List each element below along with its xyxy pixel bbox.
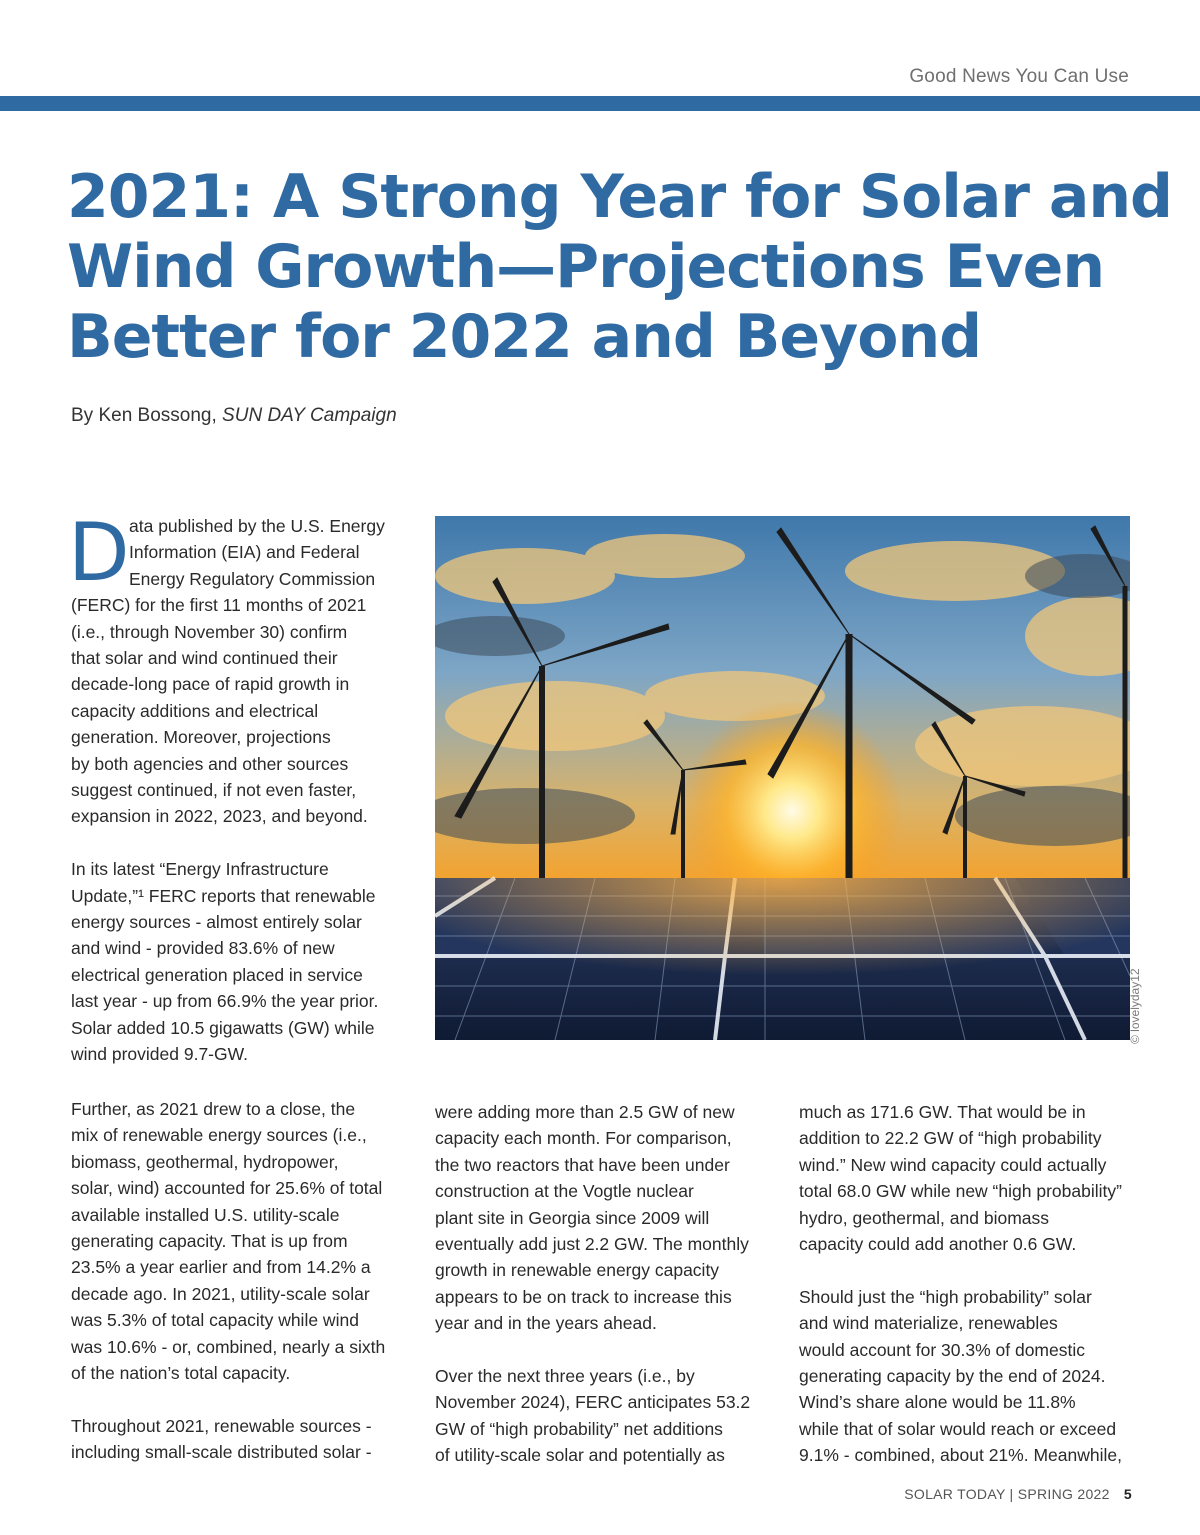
text-line: energy sources - almost entirely solar bbox=[71, 912, 362, 933]
title-line: 2021: A Strong Year for Solar and bbox=[67, 162, 1172, 232]
text-line: that solar and wind continued their bbox=[71, 648, 338, 669]
paragraph bbox=[71, 1413, 411, 1466]
text-line: while that of solar would reach or exceed bbox=[799, 1418, 1117, 1439]
lead-paragraph bbox=[68, 506, 411, 830]
article-title bbox=[67, 162, 1172, 372]
column-3 bbox=[799, 1099, 1139, 1495]
text-line: Solar added 10.5 gigawatts (GW) while bbox=[71, 1017, 375, 1038]
title-line: Better for 2022 and Beyond bbox=[67, 302, 982, 372]
text-line: Information (EIA) and Federal bbox=[129, 542, 360, 563]
text-line: Throughout 2021, renewable sources - bbox=[71, 1415, 372, 1436]
text-line: addition to 22.2 GW of “high probability bbox=[799, 1128, 1102, 1149]
text-line: capacity additions and electrical bbox=[71, 700, 319, 721]
paragraph bbox=[799, 1099, 1139, 1257]
text-line: generating capacity. That is up from bbox=[71, 1231, 348, 1252]
text-line: Energy Regulatory Commission bbox=[129, 568, 376, 589]
text-line: biomass, geothermal, hydropower, bbox=[71, 1151, 339, 1172]
magazine-name: SOLAR TODAY bbox=[904, 1486, 1006, 1502]
text-line: by both agencies and other sources bbox=[71, 753, 349, 774]
text-line: (FERC) for the first 11 months of 2021 bbox=[71, 595, 367, 616]
column-1 bbox=[68, 506, 411, 1094]
paragraph bbox=[435, 1363, 775, 1469]
text-line: Should just the “high probability” solar bbox=[799, 1286, 1092, 1307]
byline-author: By Ken Bossong, bbox=[71, 405, 217, 426]
issue-date: SPRING 2022 bbox=[1017, 1486, 1110, 1502]
text-line: available installed U.S. utility-scale bbox=[71, 1204, 340, 1225]
section-label: Good News You Can Use bbox=[909, 66, 1129, 87]
text-line: would account for 30.3% of domestic bbox=[799, 1339, 1085, 1360]
text-line: eventually add just 2.2 GW. The monthly bbox=[435, 1234, 749, 1255]
text-line: growth in renewable energy capacity bbox=[435, 1260, 720, 1281]
byline bbox=[71, 405, 397, 427]
text-line: ata published by the U.S. Energy bbox=[129, 516, 385, 536]
column-1-continued bbox=[71, 1096, 411, 1492]
text-line: much as 171.6 GW. That would be in bbox=[799, 1102, 1086, 1122]
text-line: mix of renewable energy sources (i.e., bbox=[71, 1125, 367, 1146]
paragraph bbox=[799, 1284, 1139, 1469]
text-line: and wind - provided 83.6% of new bbox=[71, 938, 335, 959]
text-line: 9.1% - combined, about 21%. Meanwhile, bbox=[799, 1445, 1122, 1466]
text-line: generation. Moreover, projections bbox=[71, 727, 331, 748]
column-2 bbox=[435, 1099, 775, 1495]
drop-cap: D bbox=[68, 506, 130, 599]
wind-turbines-solar-panels-image bbox=[435, 516, 1130, 1040]
text-line: decade-long pace of rapid growth in bbox=[71, 674, 350, 695]
title-line: Wind Growth—Projections Even bbox=[67, 232, 1105, 302]
byline-organization: SUN DAY Campaign bbox=[222, 405, 397, 426]
text-line: total 68.0 GW while new “high probability” bbox=[799, 1181, 1122, 1202]
text-line: 23.5% a year earlier and from 14.2% a bbox=[71, 1257, 371, 1278]
text-line: generating capacity by the end of 2024. bbox=[799, 1366, 1106, 1387]
text-line: were adding more than 2.5 GW of new bbox=[435, 1102, 735, 1122]
text-line: Further, as 2021 drew to a close, the bbox=[71, 1099, 356, 1119]
text-line: decade ago. In 2021, utility-scale solar bbox=[71, 1283, 370, 1304]
text-line: and wind materialize, renewables bbox=[799, 1313, 1058, 1334]
text-line: capacity could add another 0.6 GW. bbox=[799, 1234, 1077, 1255]
text-line: hydro, geothermal, and biomass bbox=[799, 1207, 1049, 1228]
text-line: Update,”¹ FERC reports that renewable bbox=[71, 885, 376, 906]
text-line: Over the next three years (i.e., by bbox=[435, 1366, 695, 1387]
paragraph bbox=[71, 856, 411, 1067]
photo-credit-text: © lovelyday12 bbox=[1128, 968, 1142, 1044]
text-line: GW of “high probability” net additions bbox=[435, 1418, 723, 1439]
paragraph bbox=[435, 1099, 775, 1337]
text-line: of utility-scale solar and potentially as bbox=[435, 1445, 725, 1466]
text-line: electrical generation placed in service bbox=[71, 964, 363, 985]
text-line: wind provided 9.7-GW. bbox=[71, 1044, 249, 1065]
text-line: last year - up from 66.9% the year prior. bbox=[71, 991, 379, 1012]
page-footer bbox=[904, 1486, 1132, 1502]
text-line: of the nation’s total capacity. bbox=[71, 1363, 291, 1384]
paragraph bbox=[71, 1096, 411, 1386]
text-line: (i.e., through November 30) confirm bbox=[71, 621, 348, 642]
text-line: the two reactors that have been under bbox=[435, 1154, 730, 1175]
header-rule bbox=[0, 96, 1200, 111]
text-line: appears to be on track to increase this bbox=[435, 1286, 732, 1307]
photo-credit bbox=[1126, 966, 1146, 1046]
text-line: capacity each month. For comparison, bbox=[435, 1128, 732, 1149]
text-line: year and in the years ahead. bbox=[435, 1313, 657, 1334]
text-line: construction at the Vogtle nuclear bbox=[435, 1181, 694, 1202]
text-line: solar, wind) accounted for 25.6% of total bbox=[71, 1178, 383, 1199]
text-line: plant site in Georgia since 2009 will bbox=[435, 1207, 710, 1228]
article-photo bbox=[435, 516, 1130, 1040]
text-line: wind.” New wind capacity could actually bbox=[799, 1154, 1107, 1175]
text-line: expansion in 2022, 2023, and beyond. bbox=[71, 806, 368, 827]
text-line: was 10.6% - or, combined, nearly a sixth bbox=[71, 1336, 386, 1357]
footer-separator: | bbox=[1009, 1486, 1014, 1502]
text-line: was 5.3% of total capacity while wind bbox=[71, 1310, 359, 1331]
page-number: 5 bbox=[1123, 1486, 1132, 1502]
text-line: suggest continued, if not even faster, bbox=[71, 780, 357, 801]
text-line: In its latest “Energy Infrastructure bbox=[71, 859, 329, 880]
text-line: Wind’s share alone would be 11.8% bbox=[799, 1392, 1076, 1413]
text-line: November 2024), FERC anticipates 53.2 bbox=[435, 1392, 751, 1413]
text-line: including small-scale distributed solar - bbox=[71, 1442, 372, 1463]
